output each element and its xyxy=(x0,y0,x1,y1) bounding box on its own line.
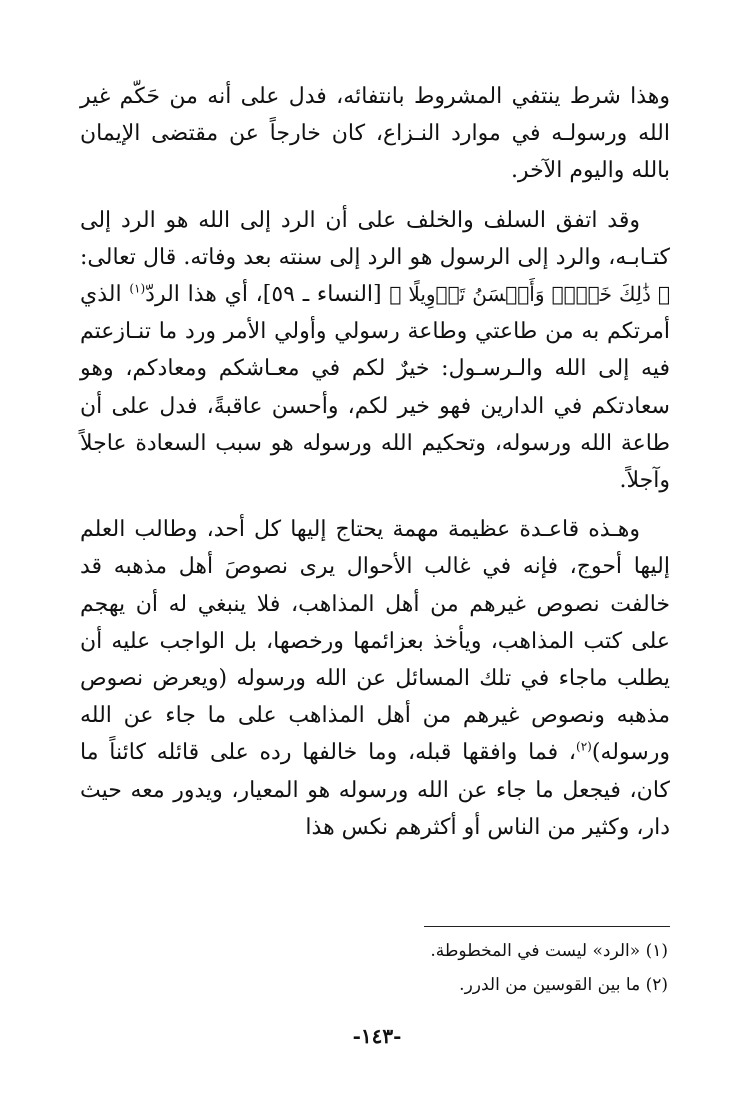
paragraph-1-text: وهذا شرط ينتفي المشروط بانتفائه، فدل على أنه من حَكّم غير الله ورسولـه في موارد النـزاع، كان خارجاً عن مقتضى الإيمان بالله واليوم الآخر. xyxy=(80,84,670,184)
paragraph-2-rest: الذي أمرتكم به من طاعتي وطاعة رسولي وأولي الأمر ورد ما تنـازعتم فيه إلى الله والـرسـول: خيرٌ لكم في معـاشكم ومعادكم، وهو سعادتكم في الدارين فهو خير لكم، وأحسن عاقبةً، فدل على أن طاعة الله ورسوله، وتحكيم الله ورسوله هو سبب السعادة عاجلاً وآجلاً. xyxy=(80,282,670,494)
paragraph-3-intro: وهـذه قاعـدة عظيمة مهمة يحتاج إليها كل أحد، وطالب العلم إليها أحوج، فإنه في غالب الأحوال يرى نصوصَ أهل مذهبه قد خالفت نصوص غيرهم من أهل المذاهب، فلا ينبغي له أن يهجم على كتب المذاهب، ويأخذ بعزائمها ورخصها، بل الواجب عليه أن يطلب ماجاء في تلك المسائل عن الله ورسوله (ويعرض نصوص مذهبه ونصوص غيرهم من أهل المذاهب على ما جاء عن الله ورسوله) xyxy=(80,517,670,766)
footnotes xyxy=(248,934,668,1002)
footnote-ref-1: (١) xyxy=(129,281,146,296)
paragraph-3-rest: ، فما وافقها قبله، وما خالفها رده على قائله كائناً ما كان، فيجعل ما جاء عن الله ورسوله هو المعيار، ويدور معه حيث دار، وكثير من الناس أو أكثرهم نكس هذا xyxy=(80,740,670,840)
footnote-2: (٢) ما بين القوسين من الدرر. xyxy=(459,975,668,995)
footnote-ref-2: (٢) xyxy=(576,740,592,755)
paragraph-3 xyxy=(80,511,670,846)
quran-verse: ﴿ ذَٰلِكَ خَيۡرٞ وَأَحۡسَنُ تَأۡوِيلًا ﴾ xyxy=(389,282,670,307)
footnote-divider xyxy=(424,926,670,927)
page-number: -١٤٣- xyxy=(352,1024,402,1048)
main-text xyxy=(80,78,670,846)
paragraph-2-intro: وقد اتفق السلف والخلف على أن الرد إلى الله هو الرد إلى كتـابـه، والرد إلى الرسول هو الرد إلى سنته بعد وفاته. قال تعالى: xyxy=(80,207,670,270)
verse-reference: [النساء ـ ٥٩]، أي هذا الردّ xyxy=(145,282,390,308)
paragraph-1 xyxy=(80,78,670,190)
footnote-1: (١) «الرد» ليست في المخطوطة. xyxy=(430,941,668,961)
paragraph-2 xyxy=(80,202,670,500)
